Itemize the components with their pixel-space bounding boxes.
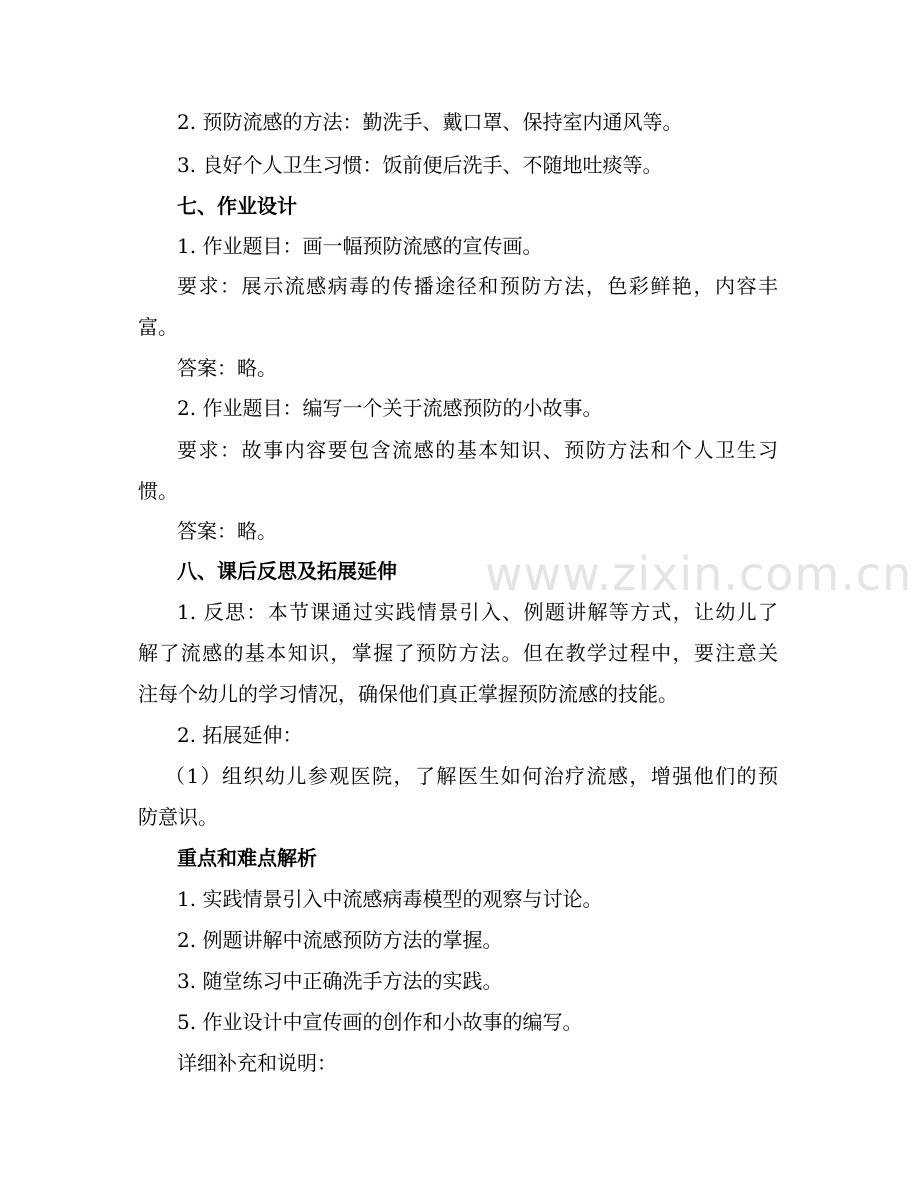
paragraph-homework-2: 2. 作业题目：编写一个关于流感预防的小故事。 [177,396,603,420]
paragraph-reflection-cont-2: 注每个幼儿的学习情况，确保他们真正掌握预防流感的技能。 [138,682,678,706]
section-heading-key-points: 重点和难点解析 [177,846,317,870]
paragraph-reflection-cont-1: 解了流感的基本知识，掌握了预防方法。但在教学过程中，要注意关 [138,641,778,665]
paragraph-details-heading: 详细补充和说明： [177,1051,337,1075]
paragraph-answer-2: 答案：略。 [177,519,277,543]
key-point-2: 2. 例题讲解中流感预防方法的掌握。 [177,928,503,952]
paragraph-answer-1: 答案：略。 [177,356,277,380]
paragraph-homework-1: 1. 作业题目：画一幅预防流感的宣传画。 [177,234,543,258]
watermark: www.zixin.com.cn [485,547,913,601]
key-point-5: 5. 作业设计中宣传画的创作和小故事的编写。 [177,1010,583,1034]
paragraph-requirement-2-cont: 惯。 [138,479,178,503]
paragraph-prevention-methods: 2. 预防流感的方法：勤洗手、戴口罩、保持室内通风等。 [177,110,683,134]
paragraph-extension-item-1: （1）组织幼儿参观医院，了解医生如何治疗流感，增强他们的预 [165,764,778,788]
section-heading-reflection: 八、课后反思及拓展延伸 [177,559,397,583]
paragraph-requirement-2: 要求：故事内容要包含流感的基本知识、预防方法和个人卫生习 [177,438,778,462]
paragraph-hygiene-habits: 3. 良好个人卫生习惯：饭前便后洗手、不随地吐痰等。 [177,153,663,177]
section-heading-homework: 七、作业设计 [177,194,297,218]
paragraph-reflection: 1. 反思：本节课通过实践情景引入、例题讲解等方式，让幼儿了 [177,600,778,624]
paragraph-requirement-1: 要求：展示流感病毒的传播途径和预防方法，色彩鲜艳，内容丰 [177,274,778,298]
paragraph-extension: 2. 拓展延伸： [177,723,303,747]
paragraph-extension-item-1-cont: 防意识。 [138,805,218,829]
paragraph-requirement-1-cont: 富。 [138,315,178,339]
key-point-1: 1. 实践情景引入中流感病毒模型的观察与讨论。 [177,887,603,911]
key-point-3: 3. 随堂练习中正确洗手方法的实践。 [177,969,503,993]
